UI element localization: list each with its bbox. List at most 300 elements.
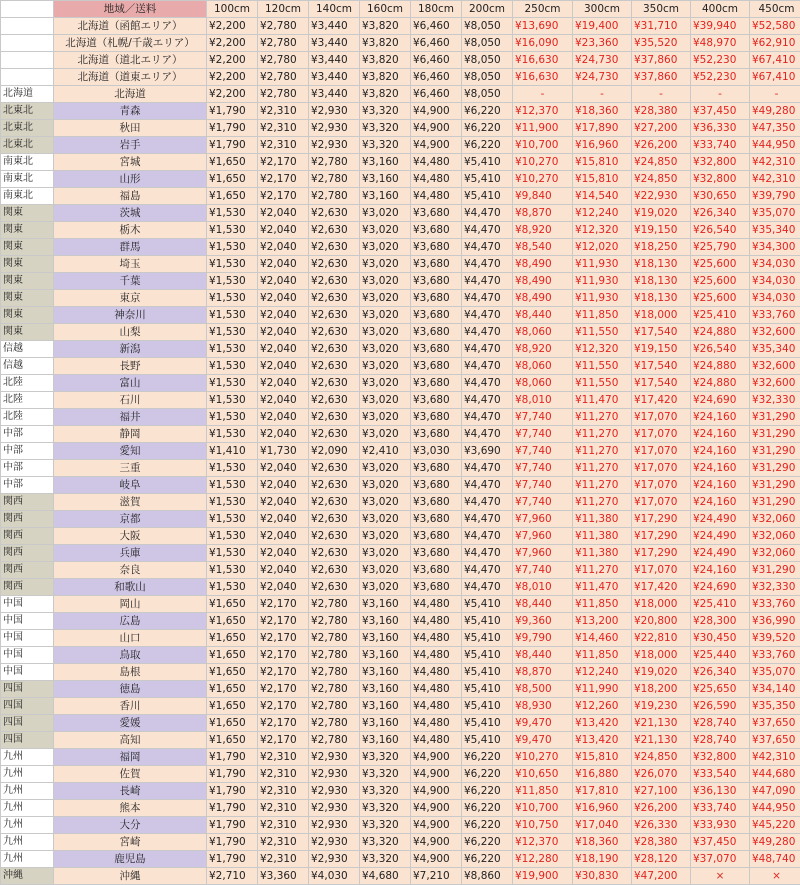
price-cell: ¥3,020 bbox=[360, 239, 411, 256]
table-row bbox=[1, 35, 800, 52]
region-cell: 四国 bbox=[1, 732, 54, 749]
price-cell: ¥1,530 bbox=[207, 307, 258, 324]
price-cell: ¥3,680 bbox=[411, 222, 462, 239]
region-cell: 九州 bbox=[1, 851, 54, 868]
prefecture-cell: 島根 bbox=[54, 664, 207, 681]
price-cell: ¥3,440 bbox=[309, 69, 360, 86]
prefecture-cell: 岡山 bbox=[54, 596, 207, 613]
region-cell: 南東北 bbox=[1, 188, 54, 205]
price-cell: ¥2,630 bbox=[309, 358, 360, 375]
price-cell: ¥24,490 bbox=[691, 511, 750, 528]
table-row bbox=[1, 766, 800, 783]
price-cell: ¥3,440 bbox=[309, 35, 360, 52]
price-cell: ¥2,630 bbox=[309, 460, 360, 477]
price-cell: ¥32,330 bbox=[750, 579, 800, 596]
price-cell: ¥44,950 bbox=[750, 137, 800, 154]
price-cell: ¥6,220 bbox=[462, 834, 513, 851]
price-cell: ¥18,130 bbox=[632, 273, 691, 290]
price-cell: ¥6,460 bbox=[411, 86, 462, 103]
price-cell: ¥12,240 bbox=[573, 664, 632, 681]
price-cell: ¥25,410 bbox=[691, 307, 750, 324]
price-cell: ¥13,420 bbox=[573, 732, 632, 749]
region-cell: 北陸 bbox=[1, 375, 54, 392]
price-cell: ¥17,420 bbox=[632, 579, 691, 596]
region-cell: 四国 bbox=[1, 715, 54, 732]
price-cell: ¥24,880 bbox=[691, 358, 750, 375]
price-cell: ¥5,410 bbox=[462, 596, 513, 613]
prefecture-cell: 香川 bbox=[54, 698, 207, 715]
price-cell: ¥33,540 bbox=[691, 766, 750, 783]
price-cell: ¥17,070 bbox=[632, 409, 691, 426]
price-cell: ¥26,070 bbox=[632, 766, 691, 783]
price-cell: ¥6,460 bbox=[411, 69, 462, 86]
region-cell bbox=[1, 18, 54, 35]
prefecture-cell: 宮崎 bbox=[54, 834, 207, 851]
region-cell: 北東北 bbox=[1, 137, 54, 154]
table-row bbox=[1, 834, 800, 851]
price-cell: ¥3,680 bbox=[411, 477, 462, 494]
price-cell: ¥2,040 bbox=[258, 324, 309, 341]
price-cell: ¥17,420 bbox=[632, 392, 691, 409]
price-cell: ¥13,200 bbox=[573, 613, 632, 630]
prefecture-cell: 新潟 bbox=[54, 341, 207, 358]
price-cell: ¥6,220 bbox=[462, 766, 513, 783]
price-cell: ¥2,780 bbox=[309, 732, 360, 749]
price-cell: ¥3,020 bbox=[360, 375, 411, 392]
price-cell: ¥48,970 bbox=[691, 35, 750, 52]
prefecture-cell: 兵庫 bbox=[54, 545, 207, 562]
price-cell: ¥32,330 bbox=[750, 392, 800, 409]
price-cell: ¥23,360 bbox=[573, 35, 632, 52]
region-cell: 関東 bbox=[1, 324, 54, 341]
price-cell: ¥1,530 bbox=[207, 375, 258, 392]
price-cell: ¥5,410 bbox=[462, 681, 513, 698]
price-cell: ¥33,740 bbox=[691, 137, 750, 154]
price-cell: ¥7,960 bbox=[513, 545, 573, 562]
price-cell: ¥2,040 bbox=[258, 392, 309, 409]
price-cell: ¥32,060 bbox=[750, 528, 800, 545]
price-cell: ¥3,320 bbox=[360, 120, 411, 137]
prefecture-cell: 青森 bbox=[54, 103, 207, 120]
price-cell: ¥1,650 bbox=[207, 154, 258, 171]
price-cell: ¥8,050 bbox=[462, 52, 513, 69]
region-cell: 関東 bbox=[1, 256, 54, 273]
price-cell: ¥26,200 bbox=[632, 137, 691, 154]
price-cell: ¥3,160 bbox=[360, 698, 411, 715]
price-cell: ¥2,200 bbox=[207, 35, 258, 52]
region-cell: 北陸 bbox=[1, 409, 54, 426]
table-row bbox=[1, 477, 800, 494]
header-size-cell: 250cm bbox=[513, 1, 573, 18]
region-cell: 四国 bbox=[1, 698, 54, 715]
price-cell: ¥28,380 bbox=[632, 103, 691, 120]
price-cell: ¥8,060 bbox=[513, 358, 573, 375]
price-cell: ¥18,360 bbox=[573, 103, 632, 120]
price-cell: ¥31,290 bbox=[750, 477, 800, 494]
prefecture-cell: 熊本 bbox=[54, 800, 207, 817]
price-cell: ¥2,930 bbox=[309, 783, 360, 800]
header-size-cell: 120cm bbox=[258, 1, 309, 18]
price-cell: ¥32,800 bbox=[691, 749, 750, 766]
prefecture-cell: 愛媛 bbox=[54, 715, 207, 732]
price-cell: ¥16,090 bbox=[513, 35, 573, 52]
price-cell: ¥4,470 bbox=[462, 494, 513, 511]
price-cell: ¥39,520 bbox=[750, 630, 800, 647]
price-cell: ¥4,470 bbox=[462, 222, 513, 239]
table-row bbox=[1, 103, 800, 120]
price-cell: ¥19,150 bbox=[632, 341, 691, 358]
price-cell: ¥7,210 bbox=[411, 868, 462, 885]
price-cell: ¥2,780 bbox=[258, 86, 309, 103]
price-cell: ¥3,160 bbox=[360, 596, 411, 613]
header-size-cell: 200cm bbox=[462, 1, 513, 18]
price-cell: ¥25,440 bbox=[691, 647, 750, 664]
price-cell: ¥7,740 bbox=[513, 477, 573, 494]
price-cell: ¥1,530 bbox=[207, 239, 258, 256]
price-cell: ¥5,410 bbox=[462, 647, 513, 664]
price-cell: ¥2,930 bbox=[309, 749, 360, 766]
price-cell: ¥37,650 bbox=[750, 715, 800, 732]
price-cell: ¥24,160 bbox=[691, 494, 750, 511]
price-cell: ¥10,650 bbox=[513, 766, 573, 783]
price-cell: ¥2,040 bbox=[258, 375, 309, 392]
price-cell: ¥2,170 bbox=[258, 596, 309, 613]
price-cell: ¥24,160 bbox=[691, 443, 750, 460]
price-cell: ¥11,930 bbox=[573, 290, 632, 307]
price-cell: ¥52,580 bbox=[750, 18, 800, 35]
price-cell: ¥4,470 bbox=[462, 239, 513, 256]
price-cell: ¥12,260 bbox=[573, 698, 632, 715]
table-row bbox=[1, 443, 800, 460]
price-cell: ¥11,900 bbox=[513, 120, 573, 137]
price-cell: ¥19,230 bbox=[632, 698, 691, 715]
price-cell: ¥4,480 bbox=[411, 647, 462, 664]
price-cell: ¥24,490 bbox=[691, 528, 750, 545]
price-cell: ¥9,790 bbox=[513, 630, 573, 647]
price-cell: ¥3,680 bbox=[411, 545, 462, 562]
region-cell: 中部 bbox=[1, 426, 54, 443]
price-cell: ¥4,480 bbox=[411, 171, 462, 188]
prefecture-cell: 東京 bbox=[54, 290, 207, 307]
price-cell: ¥3,680 bbox=[411, 460, 462, 477]
region-cell: 九州 bbox=[1, 817, 54, 834]
region-cell: 中国 bbox=[1, 613, 54, 630]
price-cell: ¥8,060 bbox=[513, 324, 573, 341]
price-cell: ¥3,020 bbox=[360, 409, 411, 426]
price-cell: ¥3,360 bbox=[258, 868, 309, 885]
price-cell: ¥3,680 bbox=[411, 511, 462, 528]
price-cell: ¥4,470 bbox=[462, 511, 513, 528]
prefecture-cell: 静岡 bbox=[54, 426, 207, 443]
price-cell: ¥44,680 bbox=[750, 766, 800, 783]
price-cell: ¥24,690 bbox=[691, 392, 750, 409]
table-row bbox=[1, 307, 800, 324]
price-cell: ¥3,440 bbox=[309, 52, 360, 69]
region-cell: 九州 bbox=[1, 749, 54, 766]
price-cell: ¥2,780 bbox=[258, 35, 309, 52]
price-cell: ¥18,250 bbox=[632, 239, 691, 256]
price-cell: ¥2,310 bbox=[258, 749, 309, 766]
price-cell: ¥2,040 bbox=[258, 409, 309, 426]
price-cell: ¥3,320 bbox=[360, 817, 411, 834]
prefecture-cell: 福井 bbox=[54, 409, 207, 426]
price-cell: ¥16,630 bbox=[513, 52, 573, 69]
price-cell: ¥28,300 bbox=[691, 613, 750, 630]
price-cell: ¥4,470 bbox=[462, 358, 513, 375]
price-cell: ¥8,930 bbox=[513, 698, 573, 715]
table-row bbox=[1, 596, 800, 613]
price-cell: ¥25,790 bbox=[691, 239, 750, 256]
prefecture-cell: 長崎 bbox=[54, 783, 207, 800]
price-cell: ¥3,160 bbox=[360, 681, 411, 698]
price-cell: ¥17,070 bbox=[632, 477, 691, 494]
price-cell: ¥8,010 bbox=[513, 579, 573, 596]
prefecture-cell: 岩手 bbox=[54, 137, 207, 154]
price-cell: ¥10,270 bbox=[513, 749, 573, 766]
region-cell: 南東北 bbox=[1, 171, 54, 188]
price-cell: ¥2,040 bbox=[258, 290, 309, 307]
price-cell: ¥1,530 bbox=[207, 511, 258, 528]
price-cell: ¥5,410 bbox=[462, 613, 513, 630]
price-cell: ¥2,780 bbox=[309, 681, 360, 698]
prefecture-cell: 大阪 bbox=[54, 528, 207, 545]
price-cell: ¥2,630 bbox=[309, 511, 360, 528]
price-cell: ¥14,540 bbox=[573, 188, 632, 205]
price-cell: ¥24,690 bbox=[691, 579, 750, 596]
price-cell: ¥3,160 bbox=[360, 154, 411, 171]
price-cell: ¥3,020 bbox=[360, 358, 411, 375]
price-cell: ¥2,040 bbox=[258, 273, 309, 290]
price-cell: ¥2,040 bbox=[258, 477, 309, 494]
header-size-cell: 400cm bbox=[691, 1, 750, 18]
price-cell: ¥2,170 bbox=[258, 188, 309, 205]
price-cell: ¥24,160 bbox=[691, 562, 750, 579]
price-cell: ¥9,360 bbox=[513, 613, 573, 630]
price-cell: ¥4,470 bbox=[462, 579, 513, 596]
table-row bbox=[1, 715, 800, 732]
price-cell: ¥3,160 bbox=[360, 613, 411, 630]
price-cell: ¥25,600 bbox=[691, 290, 750, 307]
price-cell: ¥1,650 bbox=[207, 647, 258, 664]
price-cell: ¥11,470 bbox=[573, 579, 632, 596]
price-cell: ¥3,440 bbox=[309, 18, 360, 35]
price-cell: ¥1,790 bbox=[207, 749, 258, 766]
price-cell: ¥3,680 bbox=[411, 426, 462, 443]
price-cell: ¥2,310 bbox=[258, 851, 309, 868]
price-cell: ¥25,600 bbox=[691, 256, 750, 273]
price-cell: ¥12,370 bbox=[513, 103, 573, 120]
price-cell: ¥12,240 bbox=[573, 205, 632, 222]
region-cell: 関西 bbox=[1, 545, 54, 562]
price-cell: ¥1,530 bbox=[207, 392, 258, 409]
region-cell: 関東 bbox=[1, 205, 54, 222]
prefecture-cell: 高知 bbox=[54, 732, 207, 749]
price-cell: ¥35,070 bbox=[750, 205, 800, 222]
price-cell: ¥47,350 bbox=[750, 120, 800, 137]
price-cell: ¥2,200 bbox=[207, 69, 258, 86]
price-cell: ¥18,000 bbox=[632, 647, 691, 664]
price-cell: ¥8,010 bbox=[513, 392, 573, 409]
price-cell: ¥1,650 bbox=[207, 698, 258, 715]
price-cell: ¥11,270 bbox=[573, 409, 632, 426]
prefecture-cell: 徳島 bbox=[54, 681, 207, 698]
price-cell: ¥17,290 bbox=[632, 528, 691, 545]
price-cell: ¥6,460 bbox=[411, 52, 462, 69]
price-cell: ¥1,530 bbox=[207, 256, 258, 273]
prefecture-cell: 奈良 bbox=[54, 562, 207, 579]
price-cell: ¥18,200 bbox=[632, 681, 691, 698]
price-cell: ¥12,320 bbox=[573, 341, 632, 358]
price-cell: ¥2,780 bbox=[309, 715, 360, 732]
price-cell: ¥42,310 bbox=[750, 171, 800, 188]
prefecture-cell: 岐阜 bbox=[54, 477, 207, 494]
price-cell: ¥2,200 bbox=[207, 18, 258, 35]
price-cell: ¥3,020 bbox=[360, 494, 411, 511]
price-cell: ¥26,590 bbox=[691, 698, 750, 715]
price-cell: - bbox=[632, 86, 691, 103]
price-cell: ¥1,650 bbox=[207, 613, 258, 630]
price-cell: ¥4,470 bbox=[462, 528, 513, 545]
price-cell: ¥8,050 bbox=[462, 69, 513, 86]
price-cell: ¥4,480 bbox=[411, 154, 462, 171]
price-cell: ¥37,450 bbox=[691, 103, 750, 120]
price-cell: ¥1,790 bbox=[207, 817, 258, 834]
price-cell: ¥2,780 bbox=[258, 52, 309, 69]
price-cell: ¥2,780 bbox=[309, 698, 360, 715]
region-cell: 関西 bbox=[1, 562, 54, 579]
price-cell: ¥19,020 bbox=[632, 664, 691, 681]
price-cell: ¥37,650 bbox=[750, 732, 800, 749]
price-cell: ¥7,960 bbox=[513, 511, 573, 528]
price-cell: ¥8,440 bbox=[513, 647, 573, 664]
price-cell: ¥9,470 bbox=[513, 715, 573, 732]
price-cell: ¥13,420 bbox=[573, 715, 632, 732]
price-cell: ¥11,270 bbox=[573, 460, 632, 477]
price-cell: ¥3,020 bbox=[360, 511, 411, 528]
region-cell: 南東北 bbox=[1, 154, 54, 171]
price-cell: ¥11,380 bbox=[573, 528, 632, 545]
table-row bbox=[1, 120, 800, 137]
table-row bbox=[1, 409, 800, 426]
price-cell: ¥49,280 bbox=[750, 103, 800, 120]
price-cell: ¥2,090 bbox=[309, 443, 360, 460]
price-cell: ¥17,540 bbox=[632, 375, 691, 392]
price-cell: ¥30,650 bbox=[691, 188, 750, 205]
price-cell: ¥10,750 bbox=[513, 817, 573, 834]
price-cell: ¥8,050 bbox=[462, 18, 513, 35]
price-cell: ¥3,030 bbox=[411, 443, 462, 460]
price-cell: ¥1,530 bbox=[207, 426, 258, 443]
price-cell: ¥7,740 bbox=[513, 460, 573, 477]
price-cell: ¥13,690 bbox=[513, 18, 573, 35]
price-cell: ¥5,410 bbox=[462, 715, 513, 732]
price-cell: ¥4,480 bbox=[411, 681, 462, 698]
table-row bbox=[1, 511, 800, 528]
price-cell: ¥1,650 bbox=[207, 630, 258, 647]
price-cell: ¥2,630 bbox=[309, 477, 360, 494]
header-size-cell: 180cm bbox=[411, 1, 462, 18]
price-cell: ¥3,020 bbox=[360, 307, 411, 324]
price-cell: ¥2,780 bbox=[258, 69, 309, 86]
price-cell: ¥2,630 bbox=[309, 324, 360, 341]
price-cell: ¥2,170 bbox=[258, 647, 309, 664]
price-cell: - bbox=[691, 86, 750, 103]
price-cell: ¥8,540 bbox=[513, 239, 573, 256]
prefecture-cell: 福島 bbox=[54, 188, 207, 205]
price-cell: ¥37,450 bbox=[691, 834, 750, 851]
price-cell: ¥1,530 bbox=[207, 409, 258, 426]
price-cell: ¥3,820 bbox=[360, 35, 411, 52]
price-cell: ¥6,220 bbox=[462, 749, 513, 766]
price-cell: ¥4,900 bbox=[411, 137, 462, 154]
table-row bbox=[1, 562, 800, 579]
price-cell: ¥4,900 bbox=[411, 120, 462, 137]
price-cell: ¥34,030 bbox=[750, 273, 800, 290]
table-row bbox=[1, 664, 800, 681]
price-cell: ¥3,680 bbox=[411, 324, 462, 341]
header-size-cell: 140cm bbox=[309, 1, 360, 18]
price-cell: ¥17,040 bbox=[573, 817, 632, 834]
region-cell: 中部 bbox=[1, 460, 54, 477]
price-cell: ¥4,680 bbox=[360, 868, 411, 885]
price-cell: ¥12,370 bbox=[513, 834, 573, 851]
region-cell: 関東 bbox=[1, 222, 54, 239]
price-cell: ¥6,460 bbox=[411, 18, 462, 35]
price-cell: ¥36,330 bbox=[691, 120, 750, 137]
price-cell: ¥2,040 bbox=[258, 460, 309, 477]
price-cell: ¥42,310 bbox=[750, 749, 800, 766]
table-body bbox=[1, 1, 800, 885]
price-cell: ¥11,850 bbox=[573, 647, 632, 664]
price-cell: ¥1,530 bbox=[207, 205, 258, 222]
price-cell: ¥32,060 bbox=[750, 511, 800, 528]
price-cell: ¥11,850 bbox=[573, 307, 632, 324]
price-cell: ¥37,070 bbox=[691, 851, 750, 868]
price-cell: ¥2,040 bbox=[258, 494, 309, 511]
prefecture-cell: 長野 bbox=[54, 358, 207, 375]
price-cell: ¥2,170 bbox=[258, 664, 309, 681]
price-cell: ¥24,880 bbox=[691, 375, 750, 392]
price-cell: ¥4,470 bbox=[462, 426, 513, 443]
price-cell: ¥67,410 bbox=[750, 69, 800, 86]
price-cell: ¥11,550 bbox=[573, 358, 632, 375]
price-cell: ¥1,730 bbox=[258, 443, 309, 460]
price-cell: ¥15,810 bbox=[573, 154, 632, 171]
price-cell: ¥24,880 bbox=[691, 324, 750, 341]
price-cell: ¥7,960 bbox=[513, 528, 573, 545]
price-cell: ¥1,790 bbox=[207, 800, 258, 817]
price-cell: ¥1,790 bbox=[207, 834, 258, 851]
price-cell: ¥35,070 bbox=[750, 664, 800, 681]
prefecture-cell: 宮城 bbox=[54, 154, 207, 171]
price-cell: ¥32,600 bbox=[750, 358, 800, 375]
region-cell: 中国 bbox=[1, 630, 54, 647]
price-cell: ¥8,490 bbox=[513, 290, 573, 307]
price-cell: ¥4,900 bbox=[411, 800, 462, 817]
table-row bbox=[1, 86, 800, 103]
price-cell: ¥27,200 bbox=[632, 120, 691, 137]
price-cell: ¥2,630 bbox=[309, 528, 360, 545]
price-cell: ¥2,930 bbox=[309, 103, 360, 120]
region-cell: 中国 bbox=[1, 596, 54, 613]
price-cell: ¥36,130 bbox=[691, 783, 750, 800]
price-cell: ¥2,630 bbox=[309, 307, 360, 324]
price-cell: ¥39,790 bbox=[750, 188, 800, 205]
price-cell: ¥33,760 bbox=[750, 307, 800, 324]
price-cell: ¥2,040 bbox=[258, 562, 309, 579]
price-cell: ¥24,160 bbox=[691, 460, 750, 477]
price-cell: ¥3,020 bbox=[360, 256, 411, 273]
